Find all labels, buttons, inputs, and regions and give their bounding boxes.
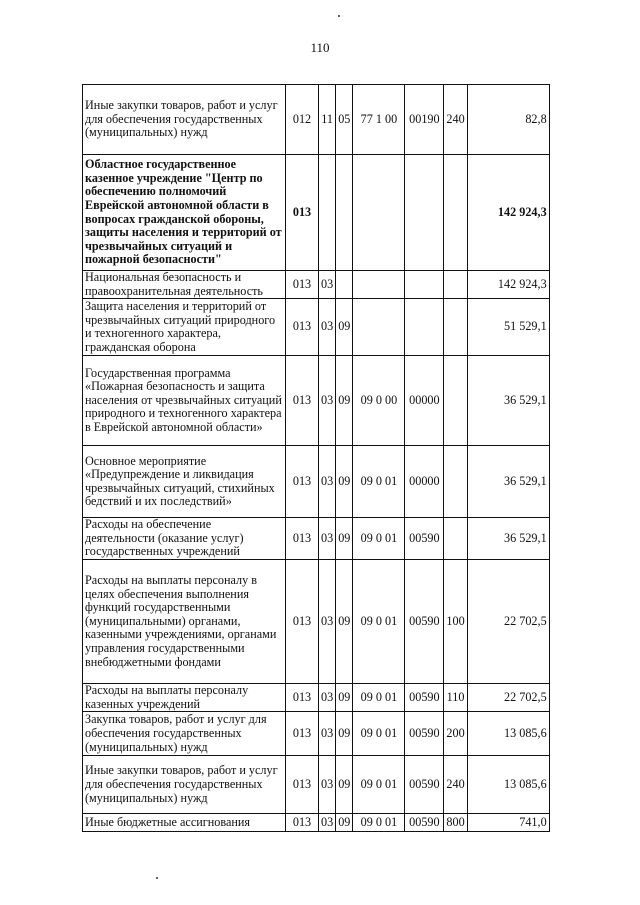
direction-code-cell: 00590 <box>405 712 444 756</box>
ministry-code-cell: 012 <box>286 85 319 155</box>
section-code-cell: 03 <box>319 299 336 356</box>
row-name-cell: Расходы на выплаты персоналу в целях обеспечения выполнения функций государственными (муниципальными) органами, казенными учреждениями, органами управления государственными внебюджетными фондами <box>83 560 286 684</box>
section-code-cell: 03 <box>319 684 336 712</box>
ministry-code-cell: 013 <box>286 299 319 356</box>
ministry-code-cell: 013 <box>286 271 319 299</box>
program-code-cell: 77 1 00 <box>353 85 405 155</box>
ministry-code-cell: 013 <box>286 560 319 684</box>
scan-speck <box>338 15 340 17</box>
direction-code-cell: 00190 <box>405 85 444 155</box>
table-row <box>83 814 550 832</box>
subsection-code-cell <box>336 271 353 299</box>
table-row <box>83 560 550 684</box>
direction-code-cell <box>405 271 444 299</box>
row-name-cell: Закупка товаров, работ и услуг для обеспечения государственных (муниципальных) нужд <box>83 712 286 756</box>
ministry-code-cell: 013 <box>286 446 319 518</box>
row-name-cell: Областное государственное казенное учреждение "Центр по обеспечению полномочий Еврейской автономной области в вопросах гражданской обороны, защиты населения и территорий от чрезвычайных ситуаций и пожарной безопасности" <box>83 155 286 271</box>
expense-type-cell: 240 <box>444 756 467 814</box>
budget-table <box>82 84 550 832</box>
table-row <box>83 356 550 446</box>
subsection-code-cell: 09 <box>336 299 353 356</box>
subsection-code-cell: 09 <box>336 712 353 756</box>
table-row <box>83 756 550 814</box>
amount-cell: 22 702,5 <box>467 684 549 712</box>
scan-speck <box>156 877 158 879</box>
table-row <box>83 446 550 518</box>
expense-type-cell <box>444 155 467 271</box>
expense-type-cell: 110 <box>444 684 467 712</box>
subsection-code-cell: 09 <box>336 814 353 832</box>
expense-type-cell <box>444 518 467 560</box>
ministry-code-cell: 013 <box>286 155 319 271</box>
subsection-code-cell: 09 <box>336 684 353 712</box>
budget-table-body <box>83 85 550 832</box>
amount-cell: 36 529,1 <box>467 356 549 446</box>
direction-code-cell: 00000 <box>405 356 444 446</box>
subsection-code-cell <box>336 155 353 271</box>
amount-cell: 13 085,6 <box>467 712 549 756</box>
section-code-cell: 03 <box>319 560 336 684</box>
row-name-cell: Основное мероприятие «Предупреждение и ликвидация чрезвычайных ситуаций, стихийных бедствий и их последствий» <box>83 446 286 518</box>
table-row <box>83 155 550 271</box>
program-code-cell <box>353 155 405 271</box>
expense-type-cell: 800 <box>444 814 467 832</box>
direction-code-cell: 00000 <box>405 446 444 518</box>
row-name-cell: Расходы на обеспечение деятельности (оказание услуг) государственных учреждений <box>83 518 286 560</box>
subsection-code-cell: 05 <box>336 85 353 155</box>
table-row <box>83 299 550 356</box>
subsection-code-cell: 09 <box>336 446 353 518</box>
program-code-cell: 09 0 01 <box>353 712 405 756</box>
section-code-cell: 03 <box>319 712 336 756</box>
table-row <box>83 684 550 712</box>
row-name-cell: Защита населения и территорий от чрезвычайных ситуаций природного и техногенного характера, гражданская оборона <box>83 299 286 356</box>
ministry-code-cell: 013 <box>286 712 319 756</box>
direction-code-cell: 00590 <box>405 560 444 684</box>
amount-cell: 741,0 <box>467 814 549 832</box>
table-row <box>83 85 550 155</box>
direction-code-cell: 00590 <box>405 756 444 814</box>
section-code-cell: 03 <box>319 756 336 814</box>
ministry-code-cell: 013 <box>286 756 319 814</box>
row-name-cell: Национальная безопасность и правоохранительная деятельность <box>83 271 286 299</box>
section-code-cell <box>319 155 336 271</box>
ministry-code-cell: 013 <box>286 814 319 832</box>
section-code-cell: 03 <box>319 814 336 832</box>
program-code-cell: 09 0 01 <box>353 756 405 814</box>
ministry-code-cell: 013 <box>286 356 319 446</box>
table-row <box>83 518 550 560</box>
amount-cell: 51 529,1 <box>467 299 549 356</box>
direction-code-cell <box>405 155 444 271</box>
subsection-code-cell: 09 <box>336 518 353 560</box>
program-code-cell: 09 0 01 <box>353 684 405 712</box>
ministry-code-cell: 013 <box>286 684 319 712</box>
program-code-cell <box>353 271 405 299</box>
direction-code-cell <box>405 299 444 356</box>
expense-type-cell: 200 <box>444 712 467 756</box>
section-code-cell: 03 <box>319 356 336 446</box>
page-number: 110 <box>310 40 330 55</box>
program-code-cell: 09 0 01 <box>353 446 405 518</box>
section-code-cell: 03 <box>319 271 336 299</box>
section-code-cell: 11 <box>319 85 336 155</box>
row-name-cell: Иные закупки товаров, работ и услуг для обеспечения государственных (муниципальных) нужд <box>83 756 286 814</box>
program-code-cell <box>353 299 405 356</box>
program-code-cell: 09 0 01 <box>353 814 405 832</box>
amount-cell: 142 924,3 <box>467 271 549 299</box>
ministry-code-cell: 013 <box>286 518 319 560</box>
amount-cell: 36 529,1 <box>467 518 549 560</box>
subsection-code-cell: 09 <box>336 356 353 446</box>
section-code-cell: 03 <box>319 446 336 518</box>
subsection-code-cell: 09 <box>336 756 353 814</box>
expense-type-cell: 100 <box>444 560 467 684</box>
expense-type-cell <box>444 356 467 446</box>
amount-cell: 13 085,6 <box>467 756 549 814</box>
expense-type-cell <box>444 299 467 356</box>
program-code-cell: 09 0 00 <box>353 356 405 446</box>
table-row <box>83 271 550 299</box>
table-row <box>83 712 550 756</box>
row-name-cell: Иные закупки товаров, работ и услуг для обеспечения государственных (муниципальных) нужд <box>83 85 286 155</box>
amount-cell: 36 529,1 <box>467 446 549 518</box>
row-name-cell: Государственная программа «Пожарная безопасность и защита населения от чрезвычайных ситуаций природного и техногенного характера в Еврейской автономной области» <box>83 356 286 446</box>
expense-type-cell: 240 <box>444 85 467 155</box>
amount-cell: 82,8 <box>467 85 549 155</box>
direction-code-cell: 00590 <box>405 518 444 560</box>
expense-type-cell <box>444 271 467 299</box>
direction-code-cell: 00590 <box>405 684 444 712</box>
direction-code-cell: 00590 <box>405 814 444 832</box>
expense-type-cell <box>444 446 467 518</box>
program-code-cell: 09 0 01 <box>353 518 405 560</box>
section-code-cell: 03 <box>319 518 336 560</box>
row-name-cell: Иные бюджетные ассигнования <box>83 814 286 832</box>
subsection-code-cell: 09 <box>336 560 353 684</box>
row-name-cell: Расходы на выплаты персоналу казенных учреждений <box>83 684 286 712</box>
amount-cell: 142 924,3 <box>467 155 549 271</box>
amount-cell: 22 702,5 <box>467 560 549 684</box>
program-code-cell: 09 0 01 <box>353 560 405 684</box>
